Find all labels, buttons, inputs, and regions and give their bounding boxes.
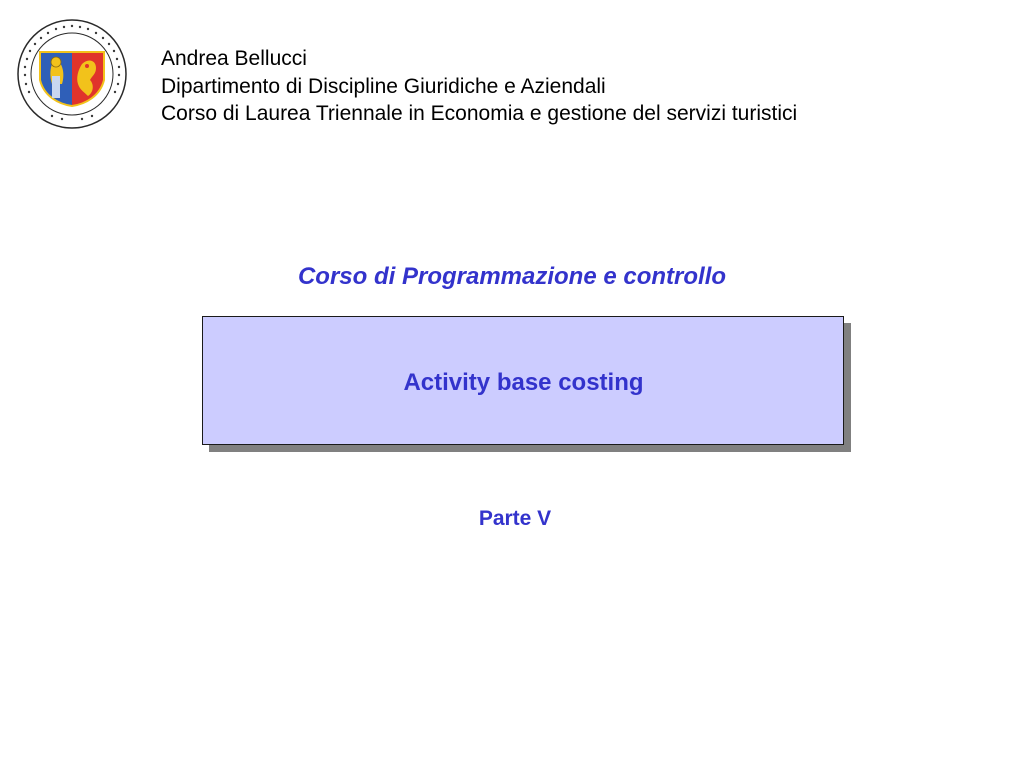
- title-box: [202, 316, 844, 445]
- header-info: [161, 45, 797, 128]
- author-name: Andrea Bellucci: [161, 47, 307, 70]
- part-label: Parte V: [478, 507, 552, 530]
- university-seal-icon: [16, 18, 128, 130]
- degree-course-name: Corso di Laurea Triennale in Economia e gestione del servizi turistici: [161, 102, 798, 125]
- course-title: Corso di Programmazione e controllo: [297, 263, 727, 290]
- department-name: Dipartimento di Discipline Giuridiche e Aziendali: [161, 74, 606, 98]
- slide-title: Activity base costing: [403, 368, 644, 396]
